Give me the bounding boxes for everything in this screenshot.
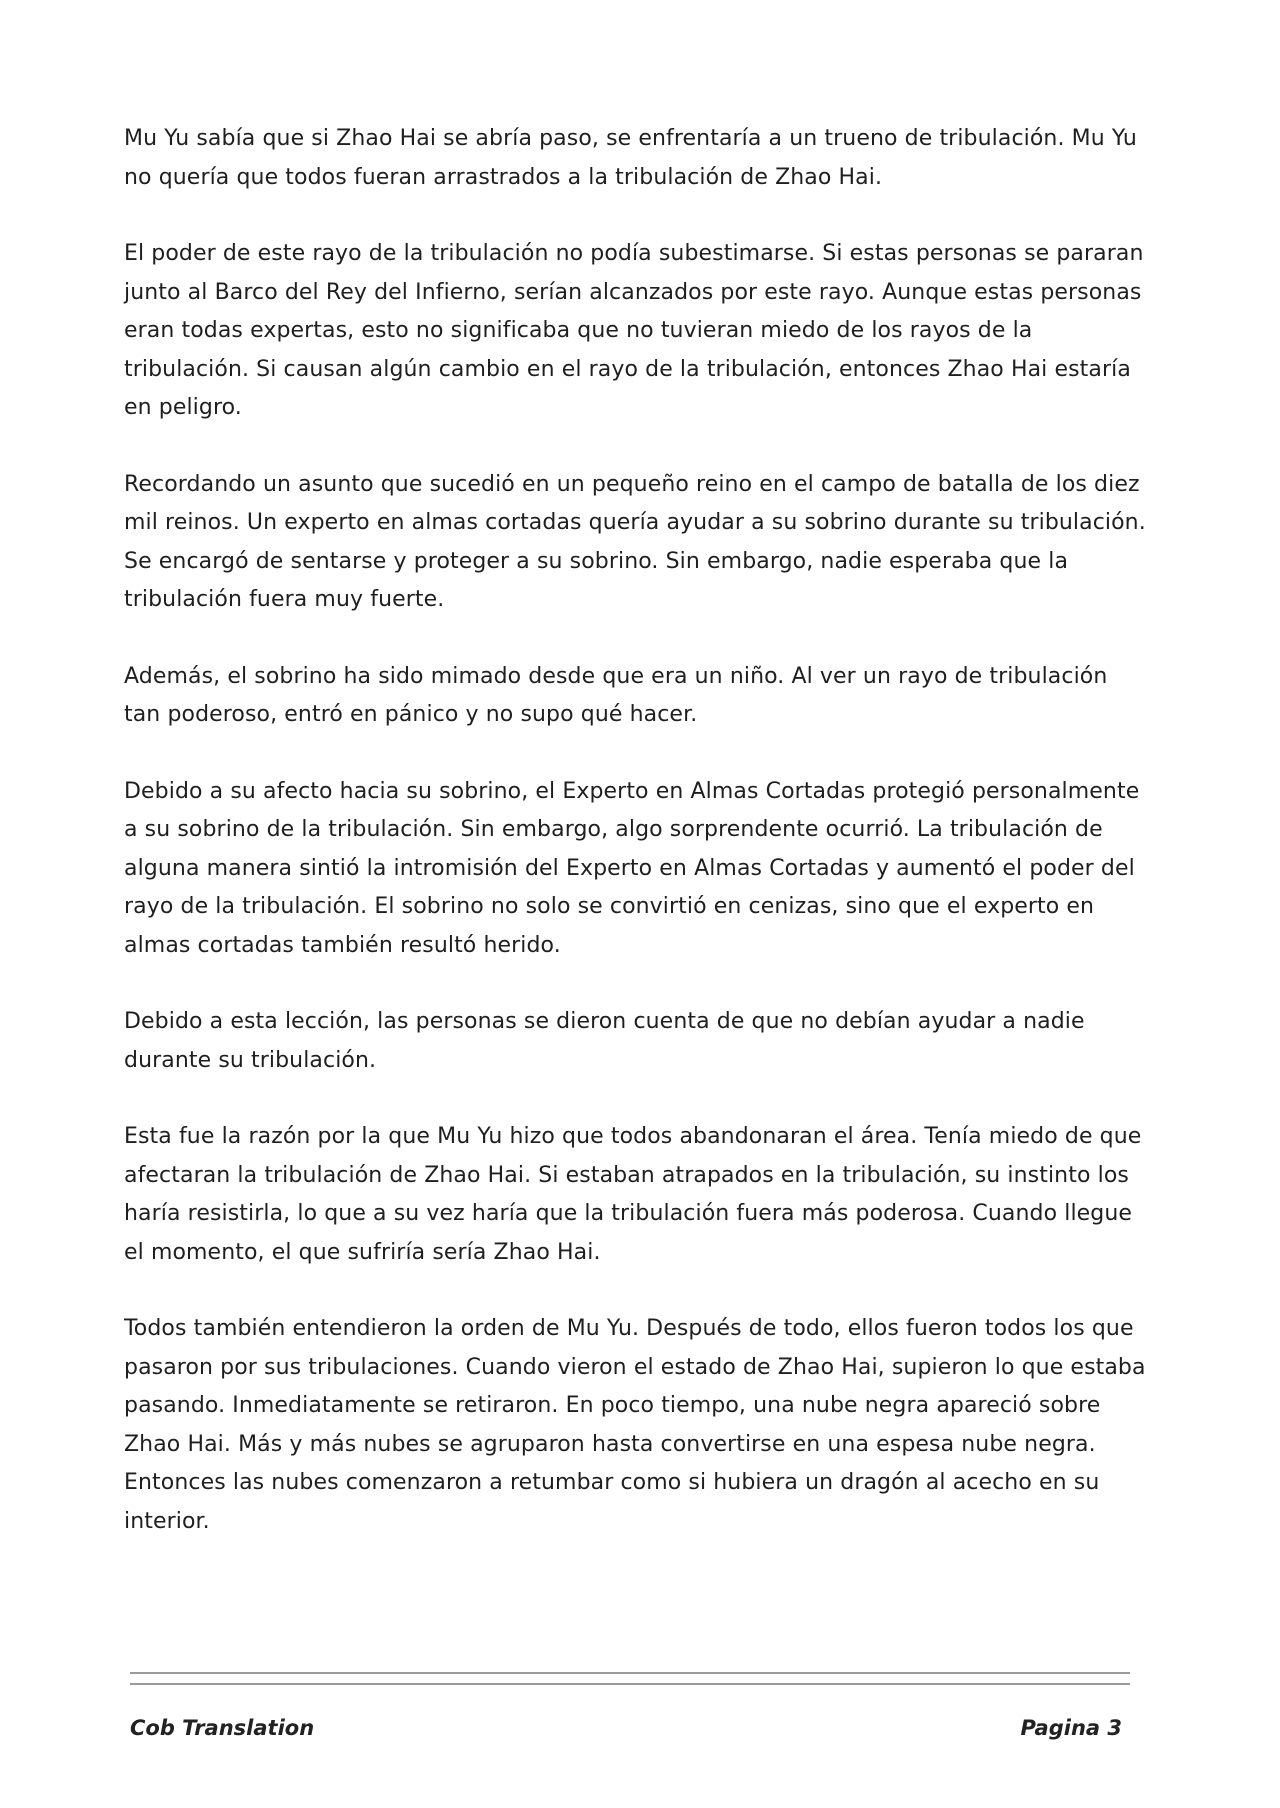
footer-divider-bottom xyxy=(130,1683,1130,1685)
paragraph-8: Todos también entendieron la orden de Mu Yu. Después de todo, ellos fueron todos los que pasaron por sus tribulaciones. Cuando vieron el estado de Zhao Hai, supieron lo que estaba pasando. Inmediatamente se retiraron. En poco tiempo, una nube negra apareció sobre Zhao Hai. Más y más nubes se agruparon hasta convertirse en una espesa nube negra. Entonces las nubes comenzaron a retumbar como si hubiera un dragón al acecho en su interior. xyxy=(124,1316,1146,1534)
footer-page-number: Pagina 3 xyxy=(1020,1716,1122,1740)
paragraph-7: Esta fue la razón por la que Mu Yu hizo que todos abandonaran el área. Tenía miedo de que afectaran la tribulación de Zhao Hai. Si estaban atrapados en la tribulación, su instinto los haría resistirla, lo que a su vez haría que la tribulación fuera más poderosa. Cuando llegue el momento, el que sufriría sería Zhao Hai. xyxy=(124,1124,1142,1265)
paragraph-6: Debido a esta lección, las personas se dieron cuenta de que no debían ayudar a nadie durante su tribulación. xyxy=(124,1009,1085,1073)
footer-translator-credit: Cob Translation xyxy=(130,1716,315,1740)
body-text xyxy=(124,120,1148,1579)
paragraph-1: Mu Yu sabía que si Zhao Hai se abría paso, se enfrentaría a un trueno de tribulación. Mu Yu no quería que todos fueran arrastrados a la tribulación de Zhao Hai. xyxy=(124,126,1137,190)
paragraph-2: El poder de este rayo de la tribulación no podía subestimarse. Si estas personas se pararan junto al Barco del Rey del Infierno, serían alcanzados por este rayo. Aunque estas personas eran todas expertas, esto no significaba que no tuvieran miedo de los rayos de la tribulación. Si causan algún cambio en el rayo de la tribulación, entonces Zhao Hai estaría en peligro. xyxy=(124,241,1144,420)
paragraph-5: Debido a su afecto hacia su sobrino, el Experto en Almas Cortadas protegió personalmente a su sobrino de la tribulación. Sin embargo, algo sorprendente ocurrió. La tribulación de alguna manera sintió la intromisión del Experto en Almas Cortadas y aumentó el poder del rayo de la tribulación. El sobrino no solo se convirtió en cenizas, sino que el experto en almas cortadas también resultó herido. xyxy=(124,778,1140,958)
footer-divider-top xyxy=(130,1672,1130,1674)
paragraph-4: Además, el sobrino ha sido mimado desde que era un niño. Al ver un rayo de tribulación tan poderoso, entró en pánico y no supo qué hacer. xyxy=(124,663,1108,727)
paragraph-3: Recordando un asunto que sucedió en un pequeño reino en el campo de batalla de los diez mil reinos. Un experto en almas cortadas quería ayudar a su sobrino durante su tribulación. Se encargó de sentarse y proteger a su sobrino. Sin embargo, nadie esperaba que la tribulación fuera muy fuerte. xyxy=(124,471,1146,612)
